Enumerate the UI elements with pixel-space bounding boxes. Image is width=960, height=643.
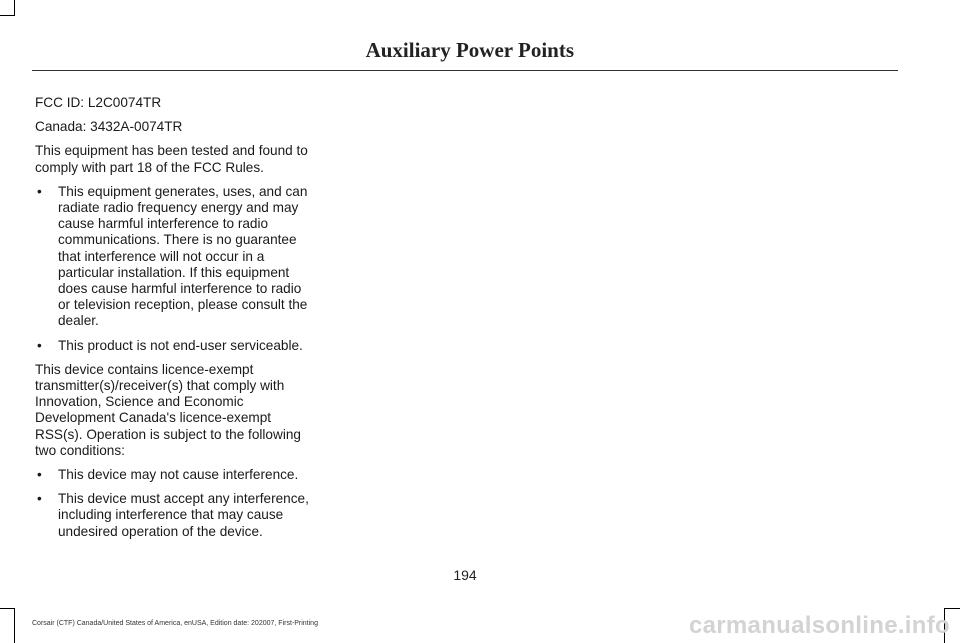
list-item: [35, 184, 315, 330]
bullet-icon: •: [37, 183, 42, 199]
watermark-logo: carmanualsonline.info: [688, 612, 950, 639]
page-title: Auxiliary Power Points: [365, 38, 574, 62]
bullet-icon: •: [37, 467, 42, 483]
list-item: [35, 467, 315, 483]
page-number: 194: [453, 567, 477, 583]
crop-mark: [14, 0, 15, 16]
list-item-text: This product is not end-user serviceable.: [58, 337, 303, 353]
list-item-text: This device must accept any interference, including interference that may cause undesired operation of the device.: [58, 491, 309, 539]
crop-mark: [0, 608, 15, 609]
edition-footer: Corsair (CTF) Canada/United States of America, enUSA, Edition date: 202007, First-Printing: [32, 620, 318, 627]
list-item-text: This device may not cause interference.: [58, 467, 299, 483]
list-item: [35, 491, 315, 540]
list-item: [35, 338, 315, 354]
title-divider: [32, 70, 898, 71]
crop-mark: [944, 608, 960, 609]
crop-mark: [14, 608, 15, 643]
bullet-icon: •: [37, 337, 42, 353]
bullet-icon: •: [37, 491, 42, 507]
crop-mark: [0, 15, 15, 16]
licence-paragraph: This device contains licence-exempt transmitter(s)/receiver(s) that comply with Innovation, Science and Economic Development Canada's licence-exempt RSS(s). Operation is subject to the following two conditions:: [35, 361, 301, 458]
canada-id-text: Canada: 3432A-0074TR: [35, 119, 183, 135]
content-column: [35, 95, 315, 548]
fcc-id-text: FCC ID: L2C0074TR: [35, 95, 162, 110]
list-item-text: This equipment generates, uses, and can radiate radio frequency energy and may cause harmful interference to radio communications. There is no guarantee that interference will not occur in a particular installation. If this equipment does cause harmful interference to radio or television reception, please consult the dealer.: [58, 183, 308, 329]
compliance-paragraph: This equipment has been tested and found to comply with part 18 of the FCC Rules.: [35, 143, 308, 175]
